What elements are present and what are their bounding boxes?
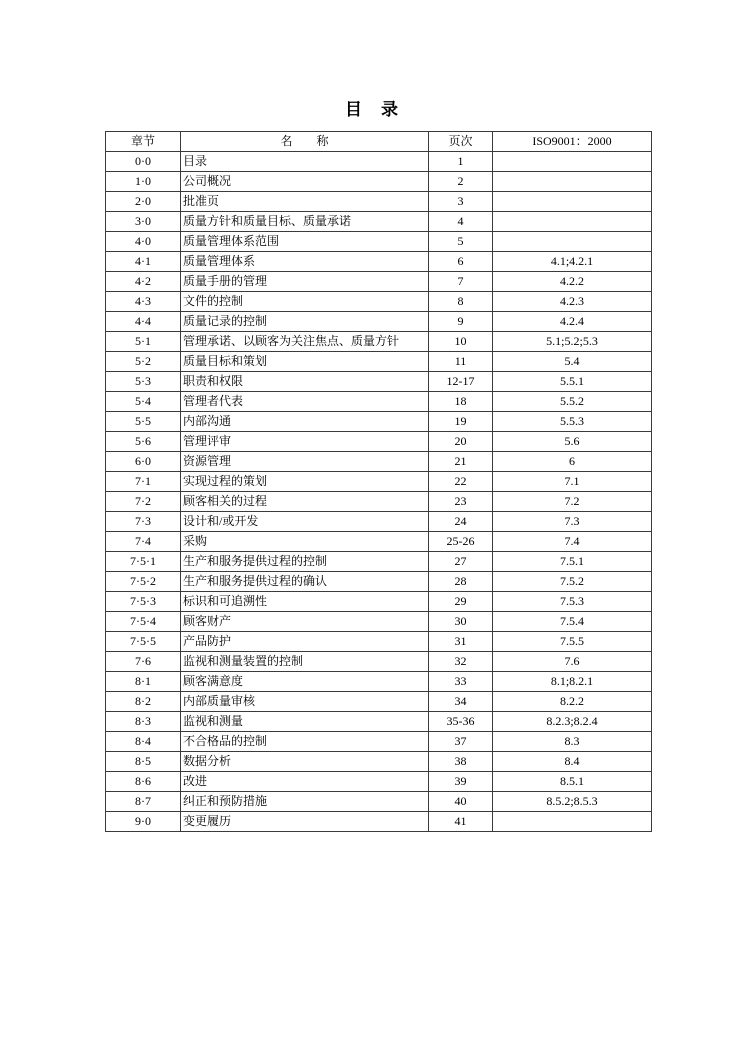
header-section: 章节 (106, 132, 181, 152)
table-row (106, 552, 652, 572)
name-cell: 改进 (181, 772, 429, 792)
section-cell: 5·6 (106, 432, 181, 452)
iso-cell (493, 812, 652, 832)
name-cell: 目录 (181, 152, 429, 172)
section-cell: 8·4 (106, 732, 181, 752)
table-row (106, 172, 652, 192)
name-cell: 顾客相关的过程 (181, 492, 429, 512)
iso-cell: 5.6 (493, 432, 652, 452)
table-row (106, 152, 652, 172)
page-cell: 37 (429, 732, 493, 752)
name-cell: 批准页 (181, 192, 429, 212)
iso-cell (493, 192, 652, 212)
toc-table (105, 131, 652, 832)
header-page: 页次 (429, 132, 493, 152)
iso-cell (493, 212, 652, 232)
iso-cell: 4.1;4.2.1 (493, 252, 652, 272)
page-cell: 38 (429, 752, 493, 772)
page-cell: 41 (429, 812, 493, 832)
name-cell: 设计和/或开发 (181, 512, 429, 532)
iso-cell (493, 232, 652, 252)
iso-cell: 8.4 (493, 752, 652, 772)
page-cell: 28 (429, 572, 493, 592)
iso-cell: 5.5.3 (493, 412, 652, 432)
table-row (106, 432, 652, 452)
table-row (106, 232, 652, 252)
section-cell: 6·0 (106, 452, 181, 472)
section-cell: 7·4 (106, 532, 181, 552)
table-row (106, 332, 652, 352)
table-row (106, 532, 652, 552)
iso-cell: 5.1;5.2;5.3 (493, 332, 652, 352)
table-row (106, 672, 652, 692)
iso-cell: 4.2.2 (493, 272, 652, 292)
table-row (106, 712, 652, 732)
section-cell: 2·0 (106, 192, 181, 212)
iso-cell: 8.2.2 (493, 692, 652, 712)
page-cell: 22 (429, 472, 493, 492)
page-cell: 40 (429, 792, 493, 812)
page-cell: 25-26 (429, 532, 493, 552)
page-cell: 11 (429, 352, 493, 372)
section-cell: 5·2 (106, 352, 181, 372)
iso-cell: 7.2 (493, 492, 652, 512)
table-header-row (106, 132, 652, 152)
section-cell: 5·4 (106, 392, 181, 412)
header-iso: ISO9001：2000 (493, 132, 652, 152)
page-cell: 30 (429, 612, 493, 632)
section-cell: 7·5·4 (106, 612, 181, 632)
iso-cell: 7.6 (493, 652, 652, 672)
page-title: 目 录 (345, 100, 399, 119)
page-cell: 9 (429, 312, 493, 332)
section-cell: 4·2 (106, 272, 181, 292)
name-cell: 质量目标和策划 (181, 352, 429, 372)
table-row (106, 512, 652, 532)
iso-cell: 8.5.1 (493, 772, 652, 792)
table-row (106, 592, 652, 612)
name-cell: 采购 (181, 532, 429, 552)
iso-cell: 7.4 (493, 532, 652, 552)
section-cell: 8·1 (106, 672, 181, 692)
table-row (106, 392, 652, 412)
page-cell: 12-17 (429, 372, 493, 392)
name-cell: 实现过程的策划 (181, 472, 429, 492)
iso-cell (493, 172, 652, 192)
table-row (106, 812, 652, 832)
name-cell: 顾客财产 (181, 612, 429, 632)
page-cell: 23 (429, 492, 493, 512)
table-row (106, 692, 652, 712)
table-row (106, 252, 652, 272)
name-cell: 管理者代表 (181, 392, 429, 412)
iso-cell: 4.2.4 (493, 312, 652, 332)
table-row (106, 272, 652, 292)
page-cell: 8 (429, 292, 493, 312)
name-cell: 管理评审 (181, 432, 429, 452)
section-cell: 7·3 (106, 512, 181, 532)
page-cell: 32 (429, 652, 493, 672)
name-cell: 职责和权限 (181, 372, 429, 392)
iso-cell: 7.3 (493, 512, 652, 532)
name-cell: 监视和测量装置的控制 (181, 652, 429, 672)
iso-cell: 8.1;8.2.1 (493, 672, 652, 692)
iso-cell (493, 152, 652, 172)
page-cell: 3 (429, 192, 493, 212)
table-row (106, 612, 652, 632)
iso-cell: 8.2.3;8.2.4 (493, 712, 652, 732)
name-cell: 质量手册的管理 (181, 272, 429, 292)
name-cell: 质量记录的控制 (181, 312, 429, 332)
name-cell: 管理承诺、以顾客为关注焦点、质量方针 (181, 332, 429, 352)
name-cell: 数据分析 (181, 752, 429, 772)
iso-cell: 5.5.1 (493, 372, 652, 392)
iso-cell: 4.2.3 (493, 292, 652, 312)
section-cell: 9·0 (106, 812, 181, 832)
iso-cell: 6 (493, 452, 652, 472)
name-cell: 资源管理 (181, 452, 429, 472)
page-cell: 21 (429, 452, 493, 472)
page-cell: 1 (429, 152, 493, 172)
name-cell: 标识和可追溯性 (181, 592, 429, 612)
page-cell: 27 (429, 552, 493, 572)
name-cell: 产品防护 (181, 632, 429, 652)
page-cell: 35-36 (429, 712, 493, 732)
table-row (106, 632, 652, 652)
iso-cell: 7.5.5 (493, 632, 652, 652)
table-row (106, 732, 652, 752)
page-cell: 7 (429, 272, 493, 292)
section-cell: 8·6 (106, 772, 181, 792)
name-cell: 生产和服务提供过程的确认 (181, 572, 429, 592)
toc-body (106, 152, 652, 832)
table-row (106, 372, 652, 392)
page-cell: 2 (429, 172, 493, 192)
iso-cell: 5.5.2 (493, 392, 652, 412)
iso-cell: 7.5.4 (493, 612, 652, 632)
name-cell: 质量方针和质量目标、质量承诺 (181, 212, 429, 232)
section-cell: 0·0 (106, 152, 181, 172)
name-cell: 内部沟通 (181, 412, 429, 432)
section-cell: 7·6 (106, 652, 181, 672)
section-cell: 7·1 (106, 472, 181, 492)
name-cell: 内部质量审核 (181, 692, 429, 712)
name-cell: 不合格品的控制 (181, 732, 429, 752)
name-cell: 顾客满意度 (181, 672, 429, 692)
table-row (106, 192, 652, 212)
section-cell: 4·0 (106, 232, 181, 252)
page-cell: 24 (429, 512, 493, 532)
iso-cell: 8.3 (493, 732, 652, 752)
section-cell: 8·5 (106, 752, 181, 772)
section-cell: 8·3 (106, 712, 181, 732)
table-row (106, 312, 652, 332)
section-cell: 7·5·5 (106, 632, 181, 652)
section-cell: 4·4 (106, 312, 181, 332)
name-cell: 纠正和预防措施 (181, 792, 429, 812)
page-cell: 10 (429, 332, 493, 352)
iso-cell: 7.5.1 (493, 552, 652, 572)
table-row (106, 752, 652, 772)
iso-cell: 7.5.3 (493, 592, 652, 612)
table-row (106, 452, 652, 472)
section-cell: 1·0 (106, 172, 181, 192)
table-row (106, 572, 652, 592)
table-row (106, 212, 652, 232)
section-cell: 5·3 (106, 372, 181, 392)
page-cell: 33 (429, 672, 493, 692)
section-cell: 4·1 (106, 252, 181, 272)
page-cell: 20 (429, 432, 493, 452)
page-cell: 31 (429, 632, 493, 652)
iso-cell: 5.4 (493, 352, 652, 372)
section-cell: 8·2 (106, 692, 181, 712)
header-name: 名 称 (181, 132, 429, 152)
page-cell: 39 (429, 772, 493, 792)
section-cell: 7·5·3 (106, 592, 181, 612)
section-cell: 5·5 (106, 412, 181, 432)
name-cell: 质量管理体系 (181, 252, 429, 272)
section-cell: 3·0 (106, 212, 181, 232)
section-cell: 8·7 (106, 792, 181, 812)
iso-cell: 7.5.2 (493, 572, 652, 592)
page-cell: 19 (429, 412, 493, 432)
table-row (106, 292, 652, 312)
name-cell: 生产和服务提供过程的控制 (181, 552, 429, 572)
page-cell: 34 (429, 692, 493, 712)
name-cell: 质量管理体系范围 (181, 232, 429, 252)
table-row (106, 772, 652, 792)
table-row (106, 472, 652, 492)
table-row (106, 352, 652, 372)
page-cell: 5 (429, 232, 493, 252)
name-cell: 监视和测量 (181, 712, 429, 732)
section-cell: 4·3 (106, 292, 181, 312)
section-cell: 7·5·2 (106, 572, 181, 592)
table-row (106, 412, 652, 432)
iso-cell: 7.1 (493, 472, 652, 492)
name-cell: 变更履历 (181, 812, 429, 832)
page-cell: 4 (429, 212, 493, 232)
table-row (106, 492, 652, 512)
page-cell: 6 (429, 252, 493, 272)
iso-cell: 8.5.2;8.5.3 (493, 792, 652, 812)
table-row (106, 792, 652, 812)
section-cell: 7·5·1 (106, 552, 181, 572)
name-cell: 文件的控制 (181, 292, 429, 312)
name-cell: 公司概况 (181, 172, 429, 192)
section-cell: 5·1 (106, 332, 181, 352)
page-cell: 29 (429, 592, 493, 612)
table-row (106, 652, 652, 672)
page-cell: 18 (429, 392, 493, 412)
section-cell: 7·2 (106, 492, 181, 512)
